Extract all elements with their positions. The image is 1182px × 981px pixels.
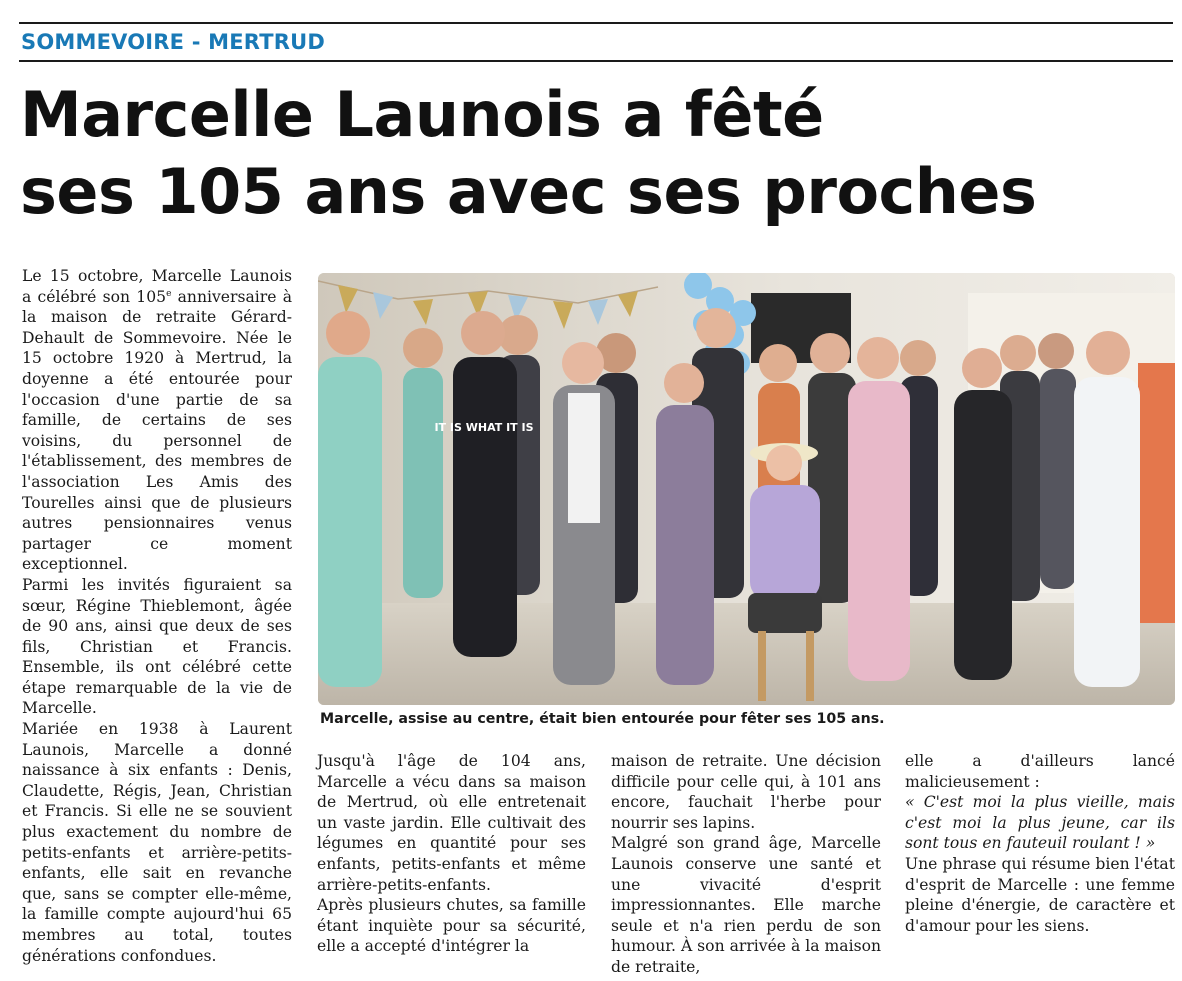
rubric-rule: [19, 60, 1173, 62]
article-column-1: [22, 266, 292, 966]
quote: « C'est moi la plus vieille, mais c'est moi la plus jeune, car ils sont tous en fauteuil roulant ! »: [905, 793, 1175, 853]
paragraph-1-rest: anniversaire à la maison de retraite Gérard-Dehault de Sommevoire. Née le 15 octobre 1920 à Mertrud, la doyenne a été entourée pour l'occasion d'une partie de sa famille, de certains de ses voisins, du personnel de l'établissement, des membres de l'association Les Amis des Tourelles ainsi que de plusieurs autres pensionnaires venus partager ce moment exceptionnel.: [22, 287, 292, 574]
section-rubric: SOMMEVOIRE - MERTRUD: [21, 30, 325, 54]
paragraph-3: Mariée en 1938 à Laurent Launois, Marcelle a donné naissance à six enfants : Denis, Claudette, Régis, Jean, Christian et Francis. Si elle ne se souvient plus exactement du nombre de petits-enfants et arrière-petits-enfants, elle sait en revanche que, sans se compter elle-même, la famille compte aujourd'hui 65 membres au total, toutes générations confondues.: [22, 720, 292, 965]
paragraph-1-start: Le 15 octobre, Marcelle Launois a célébré son 105: [22, 267, 292, 306]
article-column-4: [905, 751, 1175, 936]
top-rule: [19, 22, 1173, 24]
headline-line-2: ses 105 ans avec ses proches: [20, 155, 1037, 228]
paragraph-5-part-1: Après plusieurs chutes, sa famille étant inquiète pour sa sécurité, elle a accepté d'intégrer la: [317, 896, 586, 956]
headline: [20, 76, 1170, 230]
shirt-print: IT IS WHAT IT IS: [434, 421, 534, 434]
headline-line-1: Marcelle Launois a fêté: [20, 78, 824, 151]
paragraph-5-part-2: maison de retraite. Une décision difficile pour celle qui, à 101 ans encore, fauchait l'herbe pour nourrir ses lapins.: [611, 752, 881, 832]
article-column-2: [317, 751, 586, 957]
paragraph-1: [22, 266, 292, 575]
paragraph-2: Parmi les invités figuraient sa sœur, Régine Thieblemont, âgée de 90 ans, ainsi que deux de ses fils, Christian et Francis. Ensemble, ils ont célébré cette étape remarquable de la vie de Marcelle.: [22, 575, 292, 718]
article-column-3: [611, 751, 881, 978]
photo-caption: Marcelle, assise au centre, était bien entourée pour fêter ses 105 ans.: [320, 711, 885, 727]
article-photo: [318, 273, 1175, 705]
paragraph-4: Jusqu'à l'âge de 104 ans, Marcelle a vécu dans sa maison de Mertrud, où elle entretenait un vaste jardin. Elle cultivait des légumes en quantité pour ses enfants, petits-enfants et même arrière-petits-enfants.: [317, 752, 586, 894]
paragraph-7: Une phrase qui résume bien l'état d'esprit de Marcelle : une femme pleine d'énergie, de caractère et d'amour pour les siens.: [905, 854, 1175, 935]
paragraph-6-part-2: elle a d'ailleurs lancé malicieusement :: [905, 752, 1175, 791]
ordinal-superscript: e: [166, 288, 172, 299]
paragraph-6-part-1: Malgré son grand âge, Marcelle Launois conserve une santé et une vivacité d'esprit impressionnantes. Elle marche seule et n'a rien perdu de son humour. À son arrivée à la maison de retraite,: [611, 834, 881, 976]
